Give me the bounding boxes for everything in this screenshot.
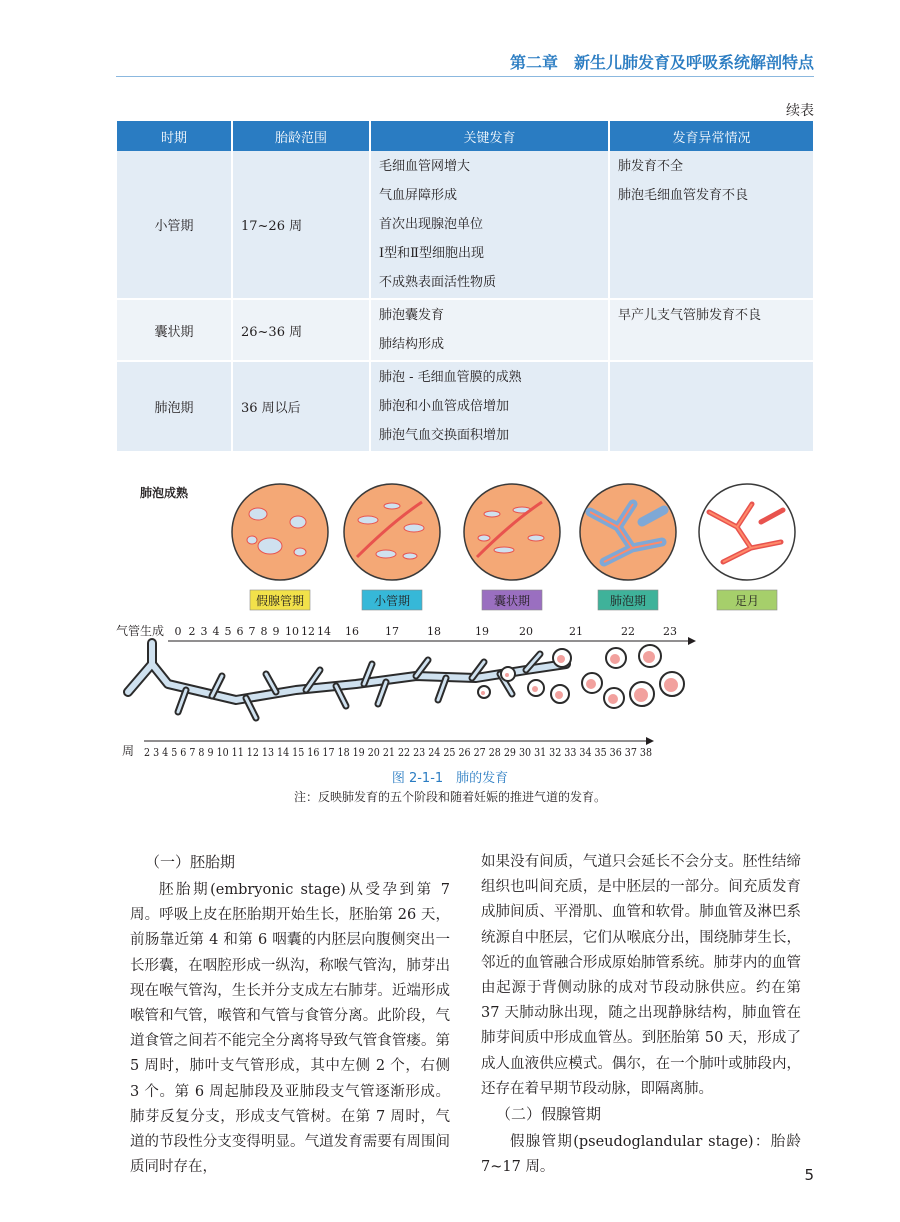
lung-development-figure <box>116 478 816 778</box>
key-item: 肺泡气血交换面积增加 <box>379 428 510 443</box>
lung-tissue-circle <box>580 484 676 580</box>
airspace <box>294 548 306 556</box>
generation-tick-label: 16 <box>345 625 359 638</box>
table-row <box>117 361 813 452</box>
generation-tick-label: 8 <box>260 625 268 638</box>
generation-tick-label: 18 <box>427 625 441 638</box>
generation-tick-label: 12 <box>301 625 315 638</box>
section-heading-pseudoglandular: （二）假腺管期 <box>496 1105 602 1124</box>
abnormal-cell <box>609 299 813 361</box>
section-heading-embryonic: （一）胚胎期 <box>145 853 236 871</box>
key-item: 肺泡 - 毛细血管膜的成熟 <box>379 370 522 385</box>
lung-tissue-circle <box>699 484 795 580</box>
stage-badge-label: 小管期 <box>373 594 411 608</box>
abnormal-cell <box>609 361 813 452</box>
airspace <box>247 536 257 544</box>
stage-cell: 小管期 <box>117 151 232 299</box>
age-cell: 17~26 周 <box>232 151 370 299</box>
left-column <box>130 850 450 1180</box>
alveolar-sac-capillary <box>532 686 538 692</box>
airspace <box>484 511 500 517</box>
abnormal-cell <box>609 151 813 299</box>
airspace <box>403 553 417 559</box>
generation-tick-label: 20 <box>519 625 533 638</box>
tissue-disc <box>464 484 560 580</box>
header-abnormal: 发育异常情况 <box>609 121 813 151</box>
stage-badge-label: 肺泡期 <box>609 594 647 608</box>
alveolar-sac-capillary <box>586 679 596 689</box>
abnormal-item: 早产儿支气管肺发育不良 <box>618 308 762 323</box>
embryonic-paragraph: 胚胎期(embryonic stage)从受孕到第 7 周。呼吸上皮在胚胎期开始生长，胚胎第 26 天，前肠靠近第 4 和第 6 咽囊的内胚层向腹侧突出一长形囊，在咽腔形成一纵沟，称喉气管沟，肺芽出现在喉气管沟，生长并分支成左右肺芽。近端形成喉管和气管，喉管和气管与食管分离。此阶段，气道食管之间若不能完全分离将导致气管食管瘘。第 5 周时，肺叶支气管形成，其中左侧 2 个，右侧 3 个。第 6 周起肺段及亚肺段支气管逐渐形成。肺芽反复分支，形成支气管树。在第 7 周时，气道的节段性分支变得明显。气道发育需要有周围间质同时存在， <box>130 882 450 1176</box>
stage-badge-label: 假腺管期 <box>255 594 305 608</box>
key-item: 不成熟表面活性物质 <box>379 275 497 290</box>
alveolar-sac-capillary <box>557 655 565 663</box>
lung-tissue-circle <box>464 484 560 580</box>
airspace <box>290 516 306 528</box>
generation-tick-label: 10 <box>285 625 299 638</box>
tissue-disc <box>232 484 328 580</box>
week-axis-label: 周 <box>122 744 135 758</box>
alveolar-sac-capillary <box>481 691 485 695</box>
key-item: Ⅰ型和Ⅱ型细胞出现 <box>379 246 484 261</box>
key-item: 首次出现腺泡单位 <box>379 217 484 232</box>
key-item: 肺泡和小血管成倍增加 <box>379 399 510 414</box>
tissue-disc <box>344 484 440 580</box>
generation-tick-label: 17 <box>385 625 399 638</box>
lung-development-illustration <box>116 478 816 768</box>
table-header-row <box>117 121 813 151</box>
key-item: 肺泡囊发育 <box>379 308 445 323</box>
generation-tick-label: 14 <box>317 625 331 638</box>
airspace <box>528 535 544 541</box>
generation-tick-label: 9 <box>272 625 280 638</box>
week-tick-labels: 2 3 4 5 6 7 8 9 10 11 12 13 14 15 16 17 18 19 20 21 22 23 24 25 26 27 28 29 30 31 32 33 34 35 36 37 38 <box>144 746 653 759</box>
airspace <box>258 538 282 554</box>
key-cell <box>370 361 609 452</box>
airspace <box>249 508 267 520</box>
airspace <box>358 516 378 524</box>
embryonic-paragraph-continued: 如果没有间质，气道只会延长不会分支。胚性结缔组织也叫间充质，是中胚层的一部分。间充质发育成肺间质、平滑肌、血管和软骨。肺血管及淋巴系统源自中胚层，它们从喉底分出，围绕肺芽生长，邻近的血管融合形成原始肺管系统。肺芽内的血管由起源于背侧动脉的成对节段动脉供应。约在第 37 天肺动脉出现，随之出现静脉结构，肺血管在肺芽间质中形成血管丛。到胚胎第 50 天，形成了成人血液供应模式。偶尔，在一个肺叶或肺段内，还存在着早期节段动脉，即隔离肺。 <box>481 854 801 1097</box>
generation-tick-label: 4 <box>212 625 220 638</box>
tissue-disc <box>580 484 676 580</box>
generation-tick-label: 6 <box>236 625 244 638</box>
key-item: 毛细血管网增大 <box>379 159 471 174</box>
airspace <box>376 550 396 558</box>
abnormal-item: 肺发育不全 <box>618 159 684 174</box>
stage-cell: 囊状期 <box>117 299 232 361</box>
lung-stage-table <box>117 121 813 453</box>
alveolar-sac-capillary <box>505 673 509 677</box>
airspace <box>494 547 514 553</box>
alveolar-maturation-label: 肺泡成熟 <box>140 486 189 500</box>
alveolar-sac-capillary <box>555 691 563 699</box>
key-cell <box>370 299 609 361</box>
age-cell: 26~36 周 <box>232 299 370 361</box>
pseudoglandular-paragraph: 假腺管期(pseudoglandular stage)：胎龄 7~17 周。 <box>481 1134 801 1176</box>
abnormal-item: 肺泡毛细血管发育不良 <box>618 188 749 203</box>
key-item: 气血屏障形成 <box>379 188 458 203</box>
generation-axis-label: 气管生成 <box>116 624 165 638</box>
airspace <box>404 524 424 532</box>
stage-cell: 肺泡期 <box>117 361 232 452</box>
generation-tick-label: 19 <box>475 625 489 638</box>
generation-tick-label: 23 <box>663 625 677 638</box>
airspace <box>478 535 490 541</box>
generation-tick-label: 3 <box>200 625 208 638</box>
header-stage: 时期 <box>117 121 232 151</box>
alveolar-sac-capillary <box>608 694 618 704</box>
right-column <box>481 850 801 1180</box>
figure-caption: 图 2-1-1 肺的发育 <box>391 771 509 786</box>
generation-tick-label: 0 <box>174 625 182 638</box>
table-row <box>117 299 813 361</box>
generation-tick-label: 22 <box>621 625 635 638</box>
generation-tick-label: 21 <box>569 625 583 638</box>
key-item: 肺结构形成 <box>379 337 445 352</box>
table-row <box>117 151 813 299</box>
generation-axis-arrow <box>688 637 696 645</box>
alveolar-sac-capillary <box>643 651 655 663</box>
generation-tick-label: 5 <box>224 625 232 638</box>
airway-tree <box>128 643 684 718</box>
week-axis-arrow <box>646 737 654 745</box>
tissue-disc <box>699 484 795 580</box>
header-age: 胎龄范围 <box>232 121 370 151</box>
generation-tick-label: 7 <box>248 625 256 638</box>
alveolar-sac-capillary <box>634 688 648 702</box>
age-cell: 36 周以后 <box>232 361 370 452</box>
continued-label: 续表 <box>786 103 814 119</box>
alveolar-sac-capillary <box>610 654 620 664</box>
alveolar-sac-capillary <box>664 678 678 692</box>
generation-tick-label: 2 <box>188 625 196 638</box>
stage-badge-label: 囊状期 <box>493 594 531 608</box>
page-number: 5 <box>804 1166 814 1184</box>
key-cell <box>370 151 609 299</box>
figure-note: 注：反映肺发育的五个阶段和随着妊娠的推进气道的发育。 <box>293 790 606 804</box>
lung-tissue-circle <box>232 484 328 580</box>
lung-tissue-circle <box>344 484 440 580</box>
stage-badge-label: 足月 <box>734 594 760 608</box>
chapter-title: 第二章 新生儿肺发育及呼吸系统解剖特点 <box>509 53 814 72</box>
running-header <box>116 46 814 77</box>
header-key: 关键发育 <box>370 121 609 151</box>
airspace <box>384 503 400 509</box>
